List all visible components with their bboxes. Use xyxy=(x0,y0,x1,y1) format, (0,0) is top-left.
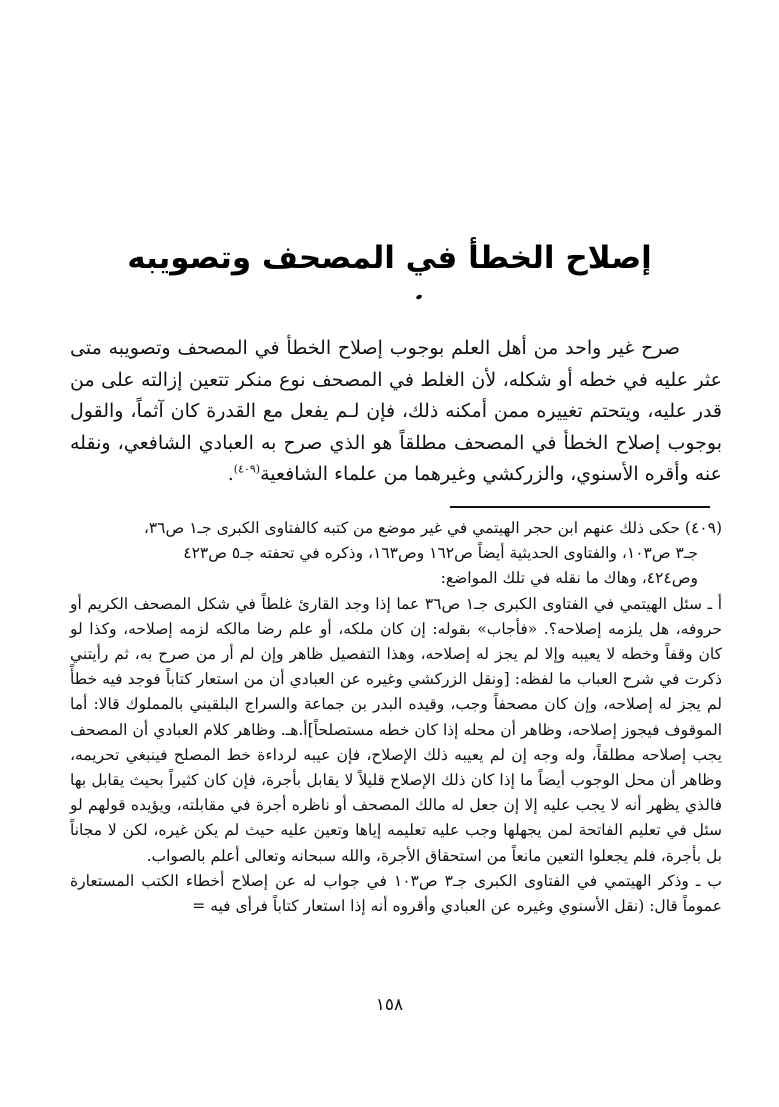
footnotes-section xyxy=(70,516,722,919)
footnote-line: وص٤٢٤، وهاك ما نقله في تلك المواضع: xyxy=(440,569,698,588)
footnote-item-a: أ ـ سئل الهيتمي في الفتاوى الكبرى جـ١ ص٣٦ عما إذا وجد القارئ غلطاً في شكل المصحف الكريم أو حروفه، هل يلزمه إصلاحه؟. «فأجاب» بقوله: إن كان ملكه، أو علم رضا مالكه لزمه إصلاحه، وكذا لو كان وقفاً وخطه لا يعيبه وإلا لم يجز له إصلاحه، وهذا التفصيل ظاهر وإن لم أر من صرح به، ثم رأيتني ذكرت في شرح العباب ما لفظه: [ونقل الزركشي وغيره عن العبادي أن من استعار كتاباً فوجد فيه خطأً لم يجز له إصلاحه، وإن كان مصحفاً وجب، وقيده البدر بن جماعة والسراج البلقيني بالمملوك قالا: أما الموقوف فيجوز إصلاحه، وظاهر أن محله إذا كان خطه مستصلحاً]أ.هـ. وظاهر كلام العبادي أن المصحف يجب إصلاحه مطلقاً، وله وجه إن لم يعيبه ذلك الإصلاح، فإن عيبه لرداءة خط المصلح فينبغي تحريمه، وظاهر أن محل الوجوب أيضاً ما إذا كان ذلك الإصلاح قليلاً لا يقابل بأجرة، فإن كان كثيراً بحيث يقابل بها فالذي يظهر أنه لا يجب عليه إلا إن جعل له مالك المصحف أو ناظره أجرة في مقابلته، ويؤيده قولهم لو سئل في تعليم الفاتحة لمن يجهلها وجب عليه تعليمه إياها وتعين عليه حيث لم يكن غيره، لكن لا مجاناً بل بأجرة، فلم يجعلوا التعين مانعاً من استحقاق الأجرة، والله سبحانه وتعالى أعلم بالصواب. xyxy=(70,594,723,865)
body-paragraph xyxy=(70,333,722,491)
footnote-line xyxy=(70,516,722,541)
ornament-mark xyxy=(415,294,422,300)
footnote-separator xyxy=(450,506,710,508)
page-title: إصلاح الخطأ في المصحف وتصويبه xyxy=(127,239,652,276)
page-number: ١٥٨ xyxy=(375,995,404,1015)
footnote-item-b: ب ـ وذكر الهيتمي في الفتاوى الكبرى جـ٣ ص١٠٣ في جواب له عن إصلاح أخطاء الكتب المستعارة عموماً قال: (نقل الأسنوي وغيره عن العبادي وأقروه أنه إذا استعار كتاباً فرأى فيه = xyxy=(70,871,723,916)
footnote-text: حكى ذلك عنهم ابن حجر الهيتمي في غير موضع من كتبه كالفتاوى الكبرى جـ١ ص٣٦، xyxy=(143,519,680,537)
footnote-reference[interactable]: (٤٠٩) xyxy=(233,462,261,476)
body-paragraph-end: . xyxy=(227,463,234,485)
footnote-number: (٤٠٩) xyxy=(684,519,722,537)
footnote-line: جـ٣ ص١٠٣، والفتاوى الحديثية أيضاً ص١٦٢ وص١٦٣، وذكره في تحفته جـ٥ ص٤٢٣ xyxy=(183,544,698,563)
body-paragraph-text: صرح غير واحد من أهل العلم بوجوب إصلاح الخطأ في المصحف وتصويبه متى عثر عليه في خطه أو شكله، لأن الغلط في المصحف نوع منكر تتعين إزالته على من قدر عليه، ويتحتم تغييره ممن أمكنه ذلك، فإن لـم يفعل مع القدرة كان آثماً، والقول بوجوب إصلاح الخطأ في المصحف مطلقاً هو الذي صرح به العبادي الشافعي، ونقله عنه وأقره الأسنوي، والزركشي وغيرهما من علماء الشافعية xyxy=(70,337,722,485)
